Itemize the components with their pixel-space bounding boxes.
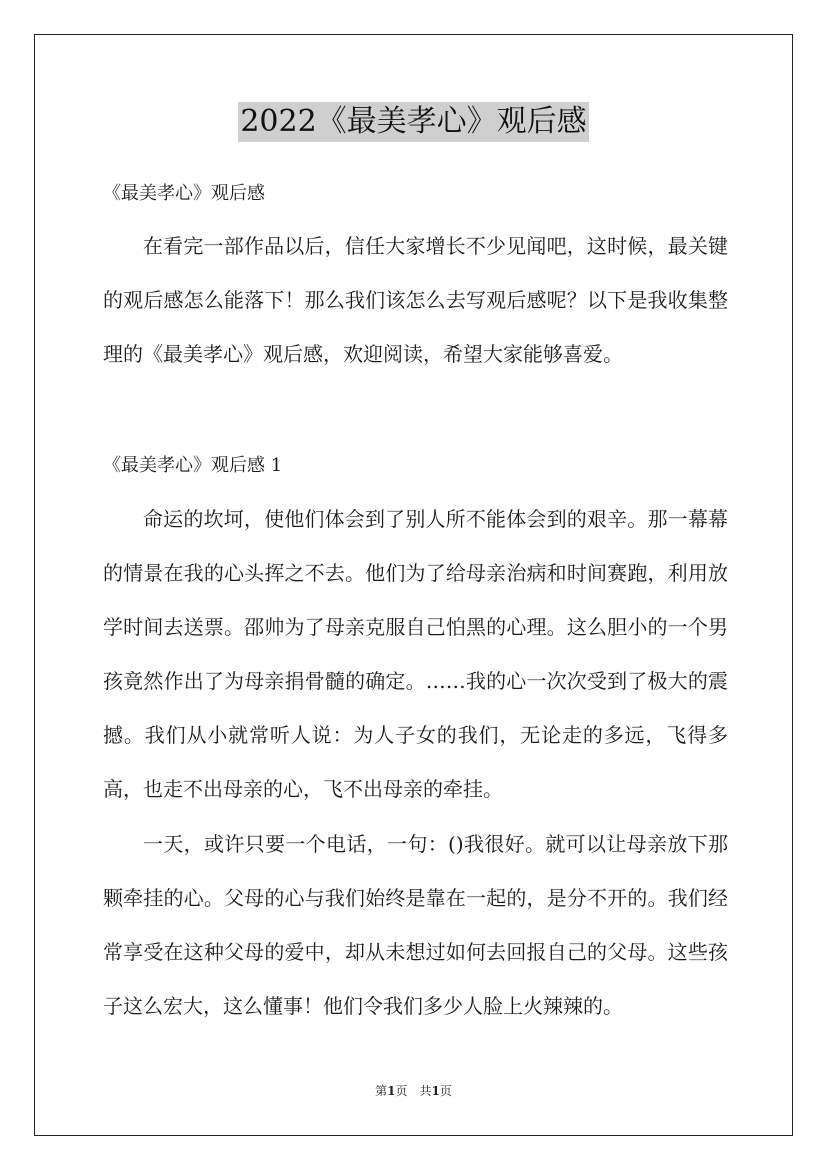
- intro-subheading: 《最美孝心》观后感: [103, 183, 265, 204]
- body-paragraph-1: 命运的坎坷，使他们体会到了别人所不能体会到的艰辛。那一幕幕的情景在我的心头挥之不去。他们为了给母亲治病和时间赛跑，利用放学时间去送票。邵帅为了母亲克服自己怕黑的心理。这么胆小的一个男孩竟然作出了为母亲捐骨髓的确定。……我的心一次次受到了极大的震撼。我们从小就常听人说：为人子女的我们，无论走的多远，飞得多高，也走不出母亲的心，飞不出母亲的牵挂。: [103, 507, 728, 801]
- body-paragraph-2: 一天，或许只要一个电话，一句：()我很好。就可以让母亲放下那颗牵挂的心。父母的心与我们始终是靠在一起的，是分不开的。我们经常享受在这种父母的爱中，却从未想过如何去回报自己的父母。这些孩子这么宏大，这么懂事！他们令我们多少人脸上火辣辣的。: [103, 832, 728, 1018]
- footer-suffix: 页: [439, 1084, 452, 1098]
- title-container: [0, 102, 827, 142]
- footer-mid: 页 共: [395, 1084, 432, 1098]
- page-footer: [0, 1083, 827, 1099]
- intro-paragraph: 在看完一部作品以后，信任大家增长不少见闻吧，这时候，最关键的观后感怎么能落下！那么我们该怎么去写观后感呢？以下是我收集整理的《最美孝心》观后感，欢迎阅读，希望大家能够喜爱。: [103, 234, 728, 366]
- footer-page-total: 1: [431, 1084, 440, 1098]
- footer-prefix: 第: [375, 1084, 388, 1098]
- section-heading: 《最美孝心》观后感 1: [103, 455, 283, 476]
- document-title: 2022《最美孝心》观后感: [238, 102, 588, 142]
- footer-page-current: 1: [387, 1084, 396, 1098]
